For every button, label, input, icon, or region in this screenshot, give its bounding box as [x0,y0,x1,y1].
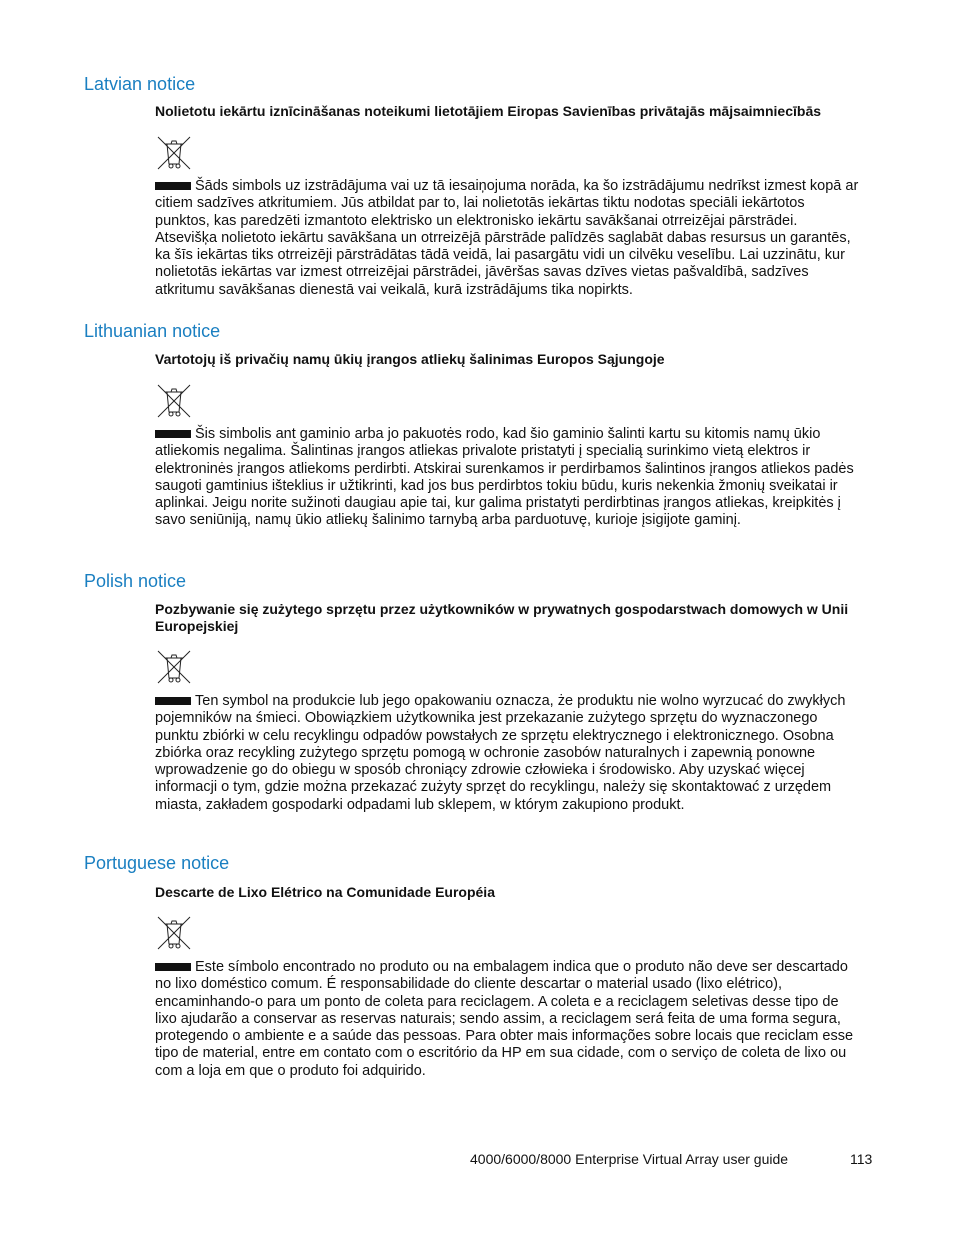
footer-page-number: 113 [850,1151,873,1167]
crossed-out-wheeled-bin-icon [155,134,193,172]
crossed-out-wheeled-bin-icon [155,648,193,686]
section-body: Ten symbol na produkcie lub jego opakowaniu oznacza, że produktu nie wolno wyrzucać do zwykłych pojemników na śmieci. Obowiązkiem użytkownika jest przekazanie zużytego sprzętu do wyznaczonego punktu zbiórki w celu recyklingu odpadów powstałych ze sprzętu elektrycznego i elektronicznego. Osobna zbiórka oraz recykling zużytego sprzętu pomogą w ochronie zasobów naturalnych i zapewnią ponowne wprowadzenie go do obiegu w sposób chroniący zdrowie człowieka i środowisko. Aby uzyskać więcej informacji o tym, gdzie można przekazać zużyty sprzęt do recyklingu, należy się skontaktować z urzędem miasta, zakładem gospodarki odpadami lub sklepem, w którym zakupiono produkt. [155,693,846,813]
section-subheading: Nolietotu iekārtu iznīcināšanas noteikumi lietotājiem Eiropas Savienības privātajās mājsaimniecībās [155,103,822,119]
crossed-out-wheeled-bin-icon [155,382,193,420]
section-body: Šāds simbols uz izstrādājuma vai uz tā iesaiņojuma norāda, ka šo izstrādājumu nedrīkst izmest kopā ar citiem sadzīves atkritumiem. Jūs atbildat par to, lai nolietotās iekārtas tiktu nodotas speciāli iekārtotos punktos, kas paredzēti izmantoto elektrisko un elektronisko iekārtu savākšanai otrreizējai pārstrādei. Atsevišķa nolietoto iekārtu savākšana un otrreizējā pārstrāde palīdzēs saglabāt dabas resursus un garantēs, ka šīs iekārtas tiks otrreizēji pārstrādātas tādā veidā, lai pasargātu vidi un cilvēku veselību. Lai uzzinātu, kur nolietotās iekārtas var izmest otrreizējai pārstrādei, jāvēršas savas dzīves vietas pašvaldībā, sadzīves atkritumu savākšanas dienestā vai veikalā, kurā izstrādājums tika nopirkts. [155,178,859,298]
section-body: Este símbolo encontrado no produto ou na embalagem indica que o produto não deve ser descartado no lixo doméstico comum. É responsabilidade do cliente descartar o material usado (lixo elétrico), encaminhando-o para um ponto de coleta para reciclagem. A coleta e a reciclagem seletivas desse tipo de lixo ajudarão a conservar as reservas naturais; sendo assim, a reciclagem será feita de uma forma segura, protegendo o ambiente e a saúde das pessoas. Para obter mais informações sobre locais que reciclam esse tipo de material, entre em contato com o escritório da HP em sua cidade, com o serviço de coleta de lixo ou com a loja em que o produto foi adquirido. [155,959,854,1079]
section-heading: Latvian notice [84,74,196,94]
crossed-out-wheeled-bin-icon [155,914,193,952]
section-heading: Lithuanian notice [84,321,221,341]
footer-document-title: 4000/6000/8000 Enterprise Virtual Array user guide [470,1151,789,1167]
section-subheading: Descarte de Lixo Elétrico na Comunidade Européia [155,884,495,900]
section-subheading: Pozbywanie się zużytego sprzętu przez użytkowników w prywatnych gospodarstwach domowych w Unii Europejskiej [155,601,849,634]
section-heading: Portuguese notice [84,853,230,873]
section-subheading: Vartotojų iš privačių namų ūkių įrangos atliekų šalinimas Europos Sąjungoje [155,351,665,367]
section-body: Šis simbolis ant gaminio arba jo pakuotės rodo, kad šio gaminio šalinti kartu su kitomis namų ūkio atliekomis negalima. Šalintinas įrangos atliekas privalote pristatyti į specialią surinkimo vietą elektros ir elektroninės įrangos atliekoms perdirbti. Atskirai surenkamos ir perdirbamos šalintinos įrangos atliekos padės saugoti gamtinius išteklius ir užtikrinti, kad jos bus perdirbtos tokiu būdu, kuris nekenkia žmonių sveikatai ir aplinkai. Jeigu norite sužinoti daugiau apie tai, kur galima pristatyti perdirbtinas įrangos atliekas, kreipkitės į savo seniūniją, namų ūkio atliekų šalinimo tarnybą arba parduotuvę, kurioje įsigijote gaminį. [155,426,854,529]
section-heading: Polish notice [84,571,187,591]
